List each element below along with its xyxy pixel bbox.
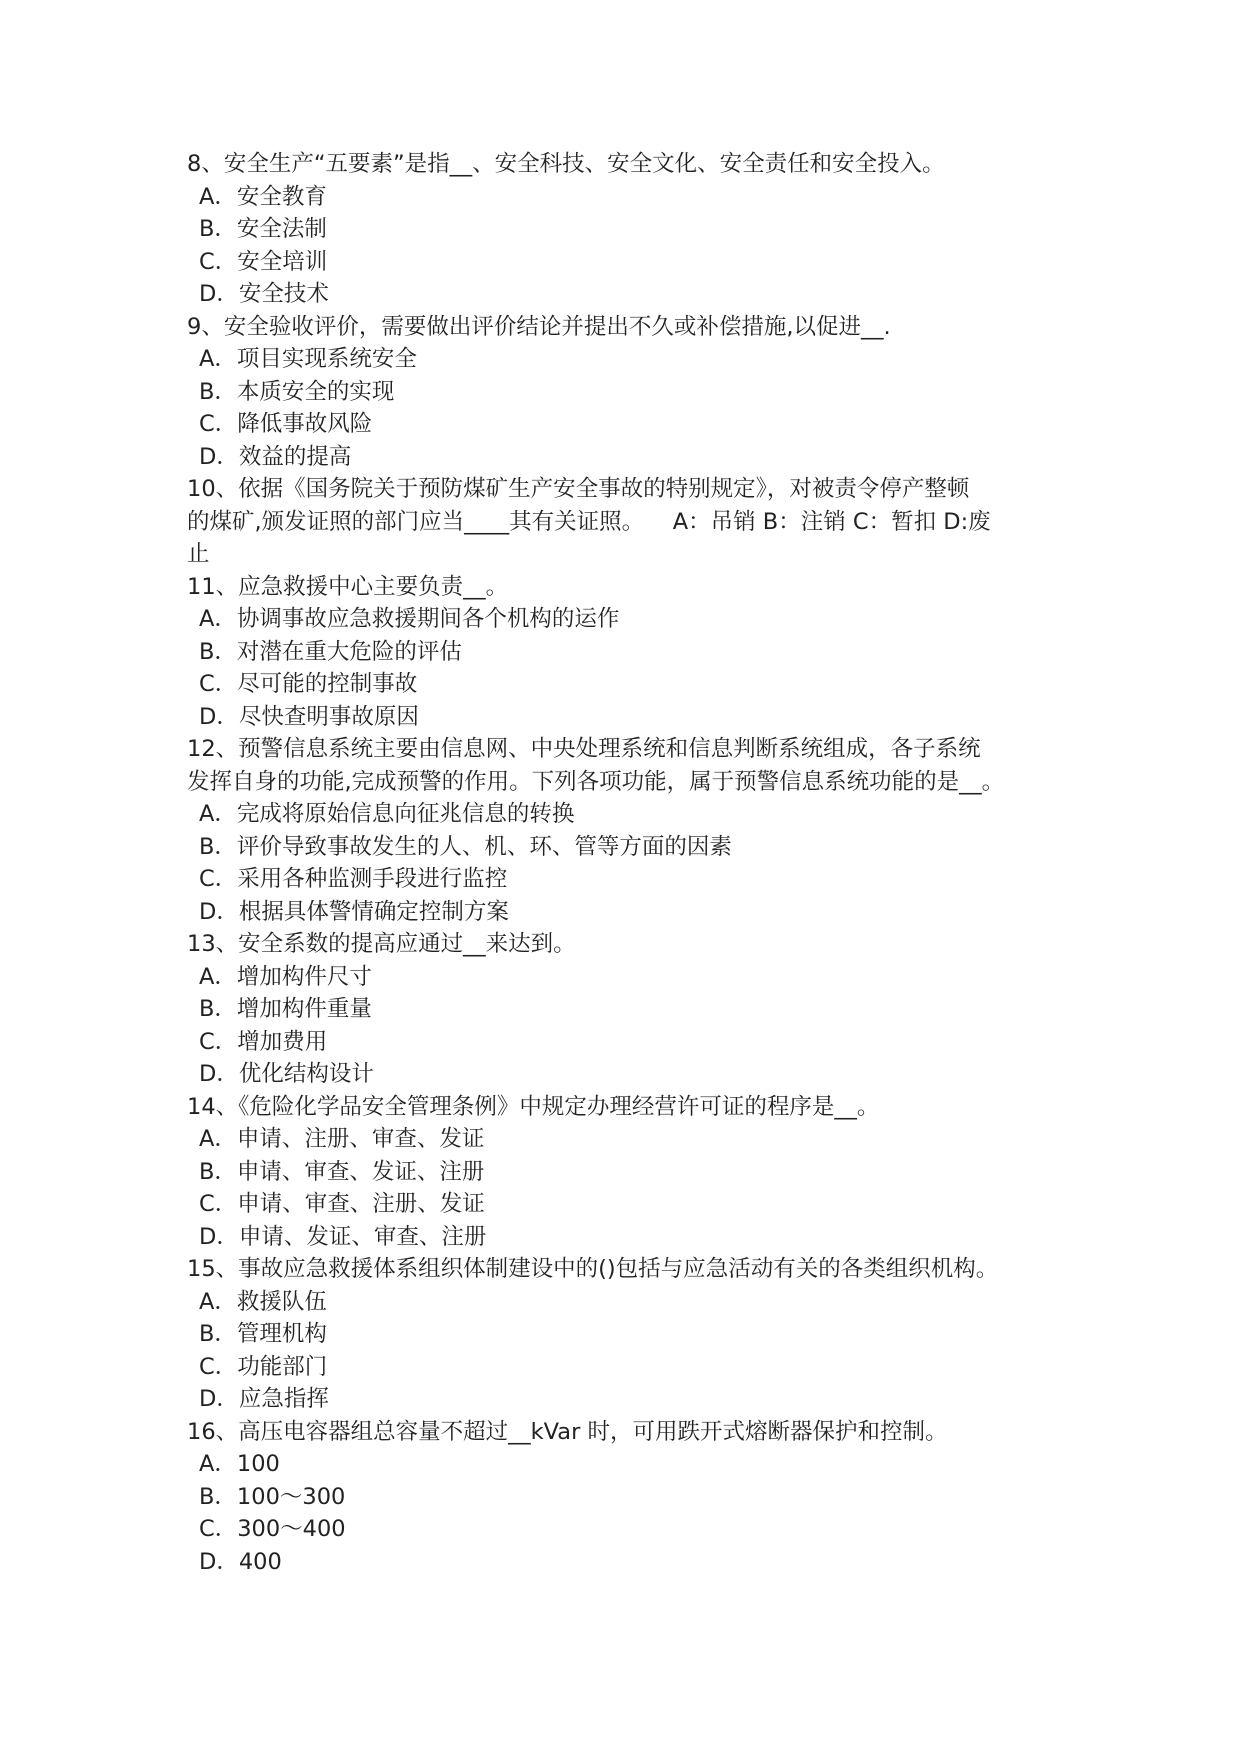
answer-option: B．对潜在重大危险的评估 <box>199 638 462 665</box>
answer-option: A．完成将原始信息向征兆信息的转换 <box>199 801 575 827</box>
question-line: 8、安全生产“五要素”是指__、安全科技、安全文化、安全责任和安全投入。 <box>187 151 945 177</box>
answer-option: B．申请、审查、发证、注册 <box>199 1158 485 1185</box>
answer-option: B．增加构件重量 <box>199 996 372 1022</box>
answer-option: A．项目实现系统安全 <box>199 346 417 372</box>
answer-option: A．救援队伍 <box>199 1288 327 1315</box>
answer-option: C．300～400 <box>199 1516 346 1542</box>
question-line: 10、依据《国务院关于预防煤矿生产安全事故的特别规定》，对被责令停产整顿 <box>187 476 970 502</box>
question-line: 止 <box>187 541 210 567</box>
answer-option: D．优化结构设计 <box>199 1061 374 1087</box>
answer-option: D．400 <box>199 1548 282 1575</box>
answer-option: D．申请、发证、审查、注册 <box>199 1223 487 1250</box>
answer-option: D．根据具体警情确定控制方案 <box>199 898 509 925</box>
answer-option: C．安全培训 <box>199 248 328 275</box>
answer-option: C．尽可能的控制事故 <box>199 671 418 697</box>
answer-option: D．应急指挥 <box>199 1386 329 1412</box>
answer-option: A．协调事故应急救援期间各个机构的运作 <box>199 606 620 632</box>
answer-option: C．功能部门 <box>199 1353 328 1380</box>
answer-option: C．降低事故风险 <box>199 411 373 437</box>
answer-option: D．安全技术 <box>199 281 329 307</box>
answer-option: B．安全法制 <box>199 216 327 242</box>
answer-option: B．本质安全的实现 <box>199 378 395 405</box>
question-line: 16、高压电容器组总容量不超过__kVar 时，可用跌开式熔断器保护和控制。 <box>187 1418 948 1445</box>
answer-option: C．申请、审查、注册、发证 <box>199 1191 485 1217</box>
question-line: 13、安全系数的提高应通过__来达到。 <box>187 931 576 957</box>
answer-option: A．增加构件尺寸 <box>199 963 372 990</box>
answer-option: A．100 <box>199 1451 280 1477</box>
question-line: 发挥自身的功能,完成预警的作用。下列各项功能，属于预警信息系统功能的是__。 <box>187 768 1005 795</box>
question-line: 12、预警信息系统主要由信息网、中央处理系统和信息判断系统组成，各子系统 <box>187 736 981 762</box>
answer-option: D．效益的提高 <box>199 443 352 470</box>
question-line: 11、应急救援中心主要负责__。 <box>187 573 509 600</box>
answer-option: D．尽快查明事故原因 <box>199 703 419 730</box>
document-body <box>187 148 1067 1578</box>
question-line: 9、安全验收评价，需要做出评价结论并提出不久或补偿措施,以促进__. <box>187 313 891 340</box>
answer-option: C．增加费用 <box>199 1028 328 1055</box>
question-line: 的煤矿,颁发证照的部门应当____其有关证照。 A：吊销 B：注销 C：暂扣 D:废 <box>187 508 991 535</box>
answer-option: A．安全教育 <box>199 183 327 210</box>
answer-option: A．申请、注册、审查、发证 <box>199 1126 485 1152</box>
question-line: 15、事故应急救援体系组织体制建设中的()包括与应急活动有关的各类组织机构。 <box>187 1256 999 1282</box>
answer-option: B．100～300 <box>199 1483 346 1510</box>
answer-option: C．采用各种监测手段进行监控 <box>199 866 508 892</box>
answer-option: B．管理机构 <box>199 1321 327 1347</box>
question-line: 14、《危险化学品安全管理条例》中规定办理经营许可证的程序是__。 <box>187 1093 880 1120</box>
answer-option: B．评价导致事故发生的人、机、环、管等方面的因素 <box>199 833 732 860</box>
